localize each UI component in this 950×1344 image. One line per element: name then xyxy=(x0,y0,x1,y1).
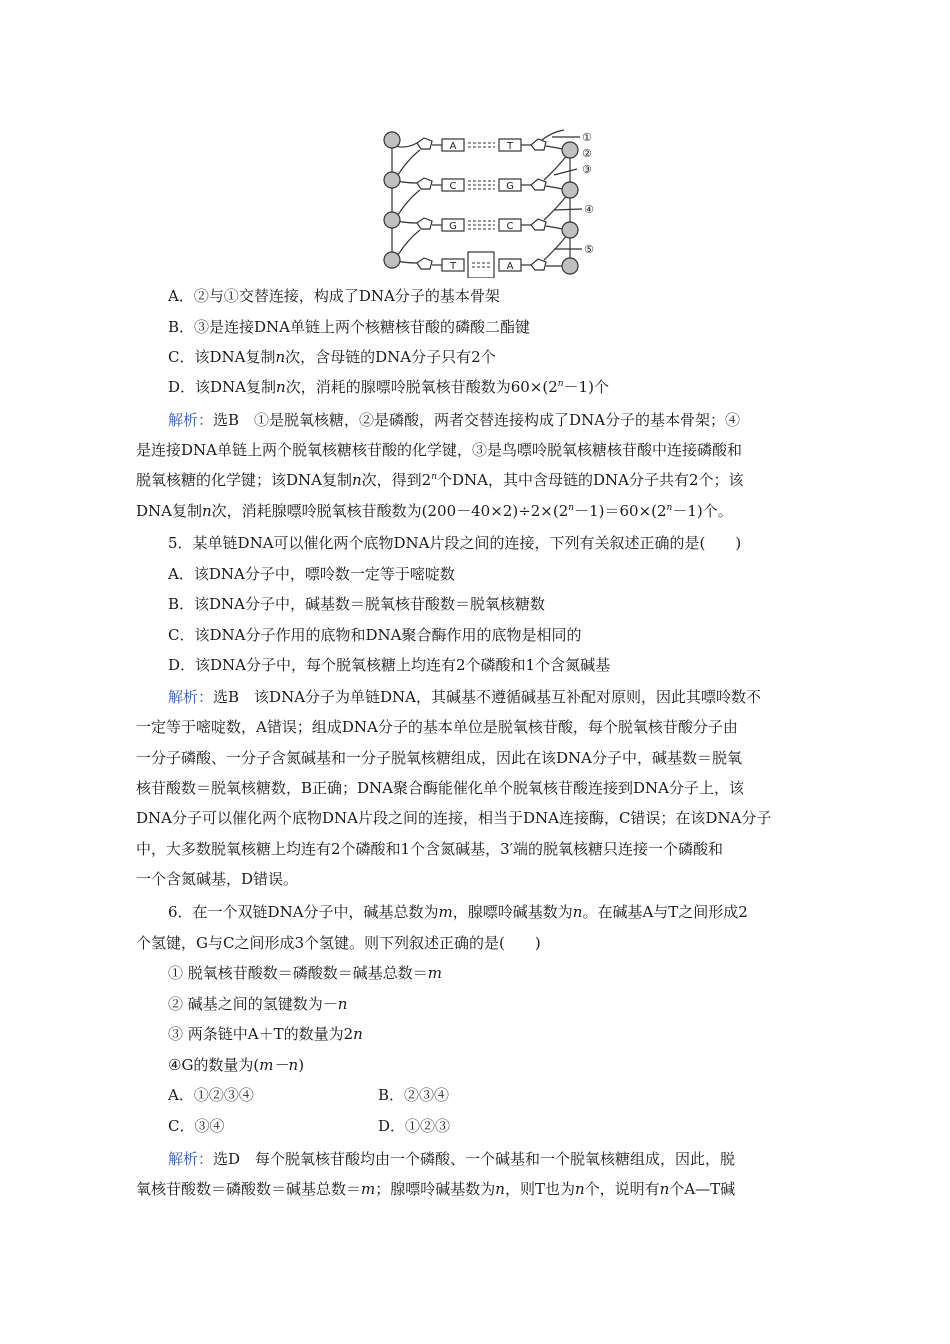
base-left-4: T xyxy=(449,261,457,272)
answer-tag: 解析： xyxy=(168,411,214,429)
q5-stem: 5．某单链DNA可以催化两个底物DNA片段之间的连接，下列有关叙述正确的是( ) xyxy=(168,534,742,552)
q6-stem-line-1: 6．在一个双链DNA分子中，碱基总数为m，腺嘌呤碱基数为n。在碱基A与T之间形成2 xyxy=(168,903,748,921)
base-right-4: A xyxy=(506,261,514,272)
q5-answer-line-1: 解析：选B 该DNA分子为单链DNA，其碱基不遵循碱基互补配对原则，因此其嘌呤数不 xyxy=(168,688,762,706)
q6-stem-line-2: 个氢键，G与C之间形成3个氢键。则下列叙述正确的是( ) xyxy=(136,934,541,952)
q5-option-a: A．该DNA分子中，嘌呤数一定等于嘧啶数 xyxy=(168,565,455,583)
base-left-1: A xyxy=(449,141,457,152)
q4-answer-line-2: 是连接DNA单链上两个脱氧核糖核苷酸的化学键，③是鸟嘌呤脱氧核糖核苷酸中连接磷酸和 xyxy=(136,441,742,459)
q5-answer-line-7: 一个含氮碱基，D错误。 xyxy=(136,870,299,888)
q5-answer-line-2: 一定等于嘧啶数，A错误；组成DNA分子的基本单位是脱氧核苷酸，每个脱氧核苷酸分子由 xyxy=(136,718,738,736)
q6-option-c: C．③④ xyxy=(168,1117,225,1135)
q5-option-d: D．该DNA分子中，每个脱氧核糖上均连有2个磷酸和1个含氮碱基 xyxy=(168,656,611,674)
base-left-2: C xyxy=(449,181,457,192)
q6-item-3: ③ 两条链中A＋T的数量为2n xyxy=(168,1025,363,1043)
q5-option-c: C．该DNA分子作用的底物和DNA聚合酶作用的底物是相同的 xyxy=(168,626,582,644)
label-2: ② xyxy=(582,147,592,160)
base-right-2: G xyxy=(506,181,514,192)
base-right-1: T xyxy=(506,141,514,152)
q5-answer-line-3: 一分子磷酸、一分子含氮碱基和一分子脱氧核糖组成，因此在该DNA分子中，碱基数＝脱氧 xyxy=(136,749,742,767)
label-5: ⑤ xyxy=(584,243,594,256)
q4-option-b: B．③是连接DNA单链上两个核糖核苷酸的磷酸二酯键 xyxy=(168,318,531,336)
q6-answer-line-1: 解析：选D 每个脱氧核苷酸均由一个磷酸、一个碱基和一个脱氧核糖组成，因此，脱 xyxy=(168,1150,736,1168)
q4-option-c: C．该DNA复制n次，含母链的DNA分子只有2个 xyxy=(168,348,496,366)
q6-option-d: D．①②③ xyxy=(378,1117,451,1135)
q5-answer-line-6: 中，大多数脱氧核糖上均连有2个磷酸和1个含氮碱基，3′端的脱氧核糖只连接一个磷酸和 xyxy=(136,840,724,858)
base-left-3: G xyxy=(449,221,457,232)
q6-option-a: A．①②③④ xyxy=(168,1086,254,1104)
q6-item-1: ① 脱氧核苷酸数＝磷酸数＝碱基总数＝m xyxy=(168,964,443,982)
q4-option-a: A．②与①交替连接，构成了DNA分子的基本骨架 xyxy=(168,287,500,305)
q4-answer-line-3: 脱氧核糖的化学键；该DNA复制n次，得到2$^n$个DNA，其中含母链的DNA分子共有2个；该 xyxy=(136,471,744,489)
q5-answer-line-4: 核苷酸数＝脱氧核糖数，B正确；DNA聚合酶能催化单个脱氧核苷酸连接到DNA分子上，该 xyxy=(136,779,744,797)
answer-tag: 解析： xyxy=(168,688,214,706)
label-3: ③ xyxy=(582,163,592,176)
q4-answer-line-4: DNA复制n次，消耗腺嘌呤脱氧核苷酸数为$(200-40\times 2)\div 2\times(2^n-1)=60\times(2^n-1)$个。 xyxy=(136,502,733,520)
q6-option-b: B．②③④ xyxy=(378,1086,450,1104)
q6-item-4: ④G的数量为(m－n) xyxy=(168,1056,305,1074)
q5-option-b: B．该DNA分子中，碱基数＝脱氧核苷酸数＝脱氧核糖数 xyxy=(168,595,546,613)
base-right-3: C xyxy=(506,221,514,232)
q4-answer-line-1: 解析：选B ①是脱氧核糖，②是磷酸，两者交替连接构成了DNA分子的基本骨架；④ xyxy=(168,411,741,429)
q6-item-2: ② 碱基之间的氢键数为－n xyxy=(168,995,348,1013)
q4-option-d: D．该DNA复制n次，消耗的腺嘌呤脱氧核苷酸数为$60\times(2^n-1)$个 xyxy=(168,378,609,396)
answer-tag: 解析： xyxy=(168,1150,214,1168)
q6-answer-line-2: 氧核苷酸数＝磷酸数＝碱基总数＝m；腺嘌呤碱基数为n，则T也为n个，说明有n个A—T碱 xyxy=(136,1180,736,1198)
q5-answer-line-5: DNA分子可以催化两个底物DNA片段之间的连接，相当于DNA连接酶，C错误；在该DNA分子 xyxy=(136,809,772,827)
label-1: ① xyxy=(582,131,592,144)
dna-structure-figure xyxy=(372,128,602,278)
label-4: ④ xyxy=(584,203,594,216)
